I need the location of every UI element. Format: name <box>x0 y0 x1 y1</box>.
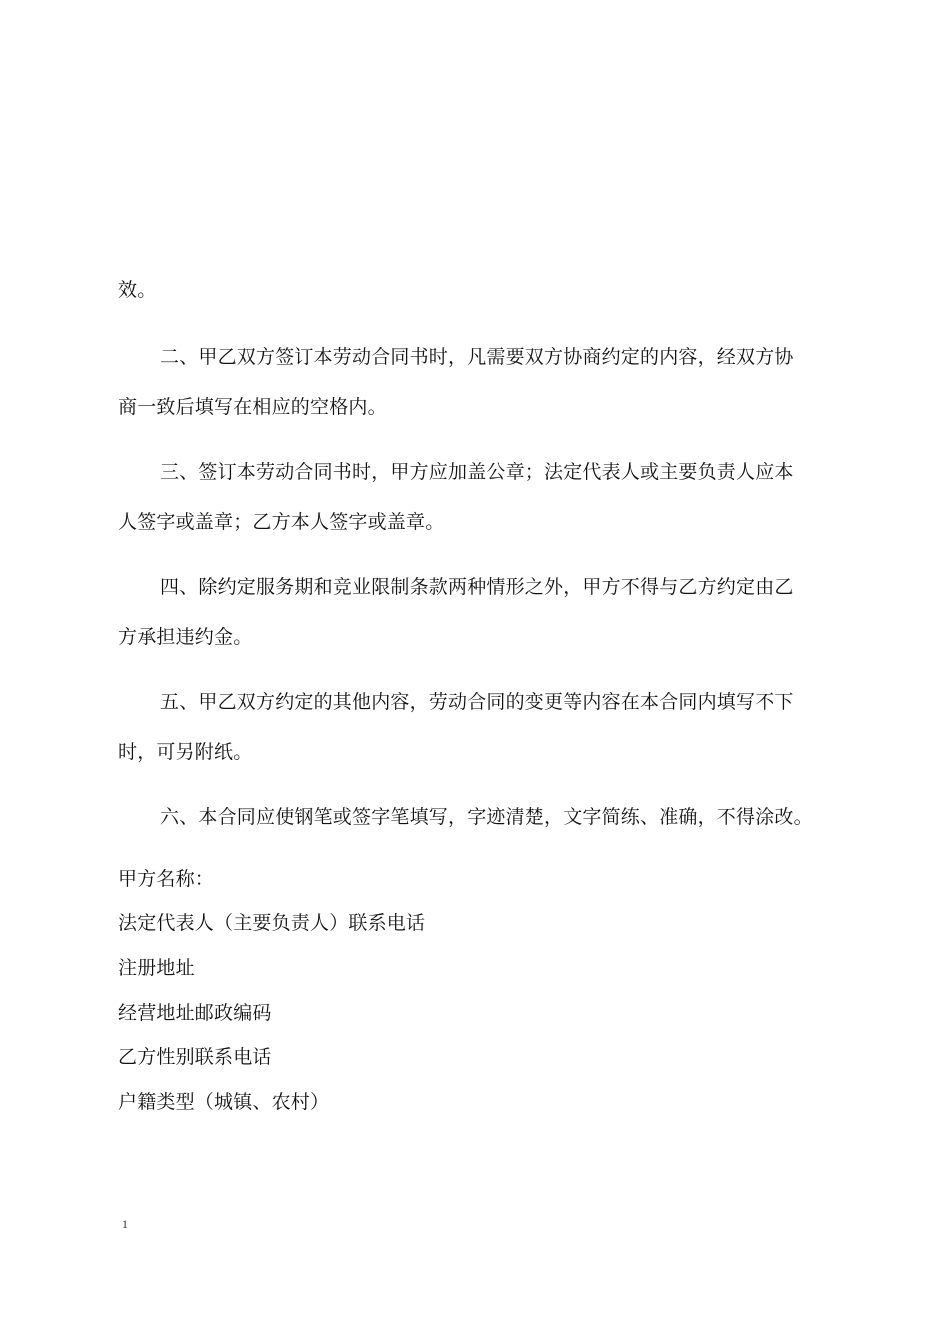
field-business-address-postcode: 经营地址邮政编码 <box>118 1002 272 1024</box>
field-household-registration-type: 户籍类型（城镇、农村） <box>118 1091 330 1113</box>
paragraph-1-continuation: 效。 <box>118 279 157 301</box>
clause-4-line-2: 方承担违约金。 <box>118 626 253 648</box>
field-party-a-name: 甲方名称： <box>118 868 215 890</box>
field-legal-representative-phone: 法定代表人（主要负责人）联系电话 <box>118 912 426 934</box>
clause-4-line-1: 四、除约定服务期和竞业限制条款两种情形之外，甲方不得与乙方约定由乙 <box>160 576 794 598</box>
field-party-b-gender-phone: 乙方性别联系电话 <box>118 1046 272 1068</box>
clause-2-line-1: 二、甲乙双方签订本劳动合同书时，凡需要双方协商约定的内容，经双方协 <box>160 346 794 368</box>
clause-6-line-1: 六、本合同应使钢笔或签字笔填写，字迹清楚，文字简练、准确，不得涂改。 <box>160 806 813 828</box>
clause-5-line-1: 五、甲乙双方约定的其他内容，劳动合同的变更等内容在本合同内填写不下 <box>160 691 794 713</box>
clause-2-line-2: 商一致后填写在相应的空格内。 <box>118 396 387 418</box>
clause-5-line-2: 时，可另附纸。 <box>118 741 253 763</box>
clause-3-line-2: 人签字或盖章；乙方本人签字或盖章。 <box>118 511 445 533</box>
page-number: 1 <box>122 1217 128 1231</box>
clause-3-line-1: 三、签订本劳动合同书时，甲方应加盖公章；法定代表人或主要负责人应本 <box>160 461 794 483</box>
field-registered-address: 注册地址 <box>118 957 195 979</box>
